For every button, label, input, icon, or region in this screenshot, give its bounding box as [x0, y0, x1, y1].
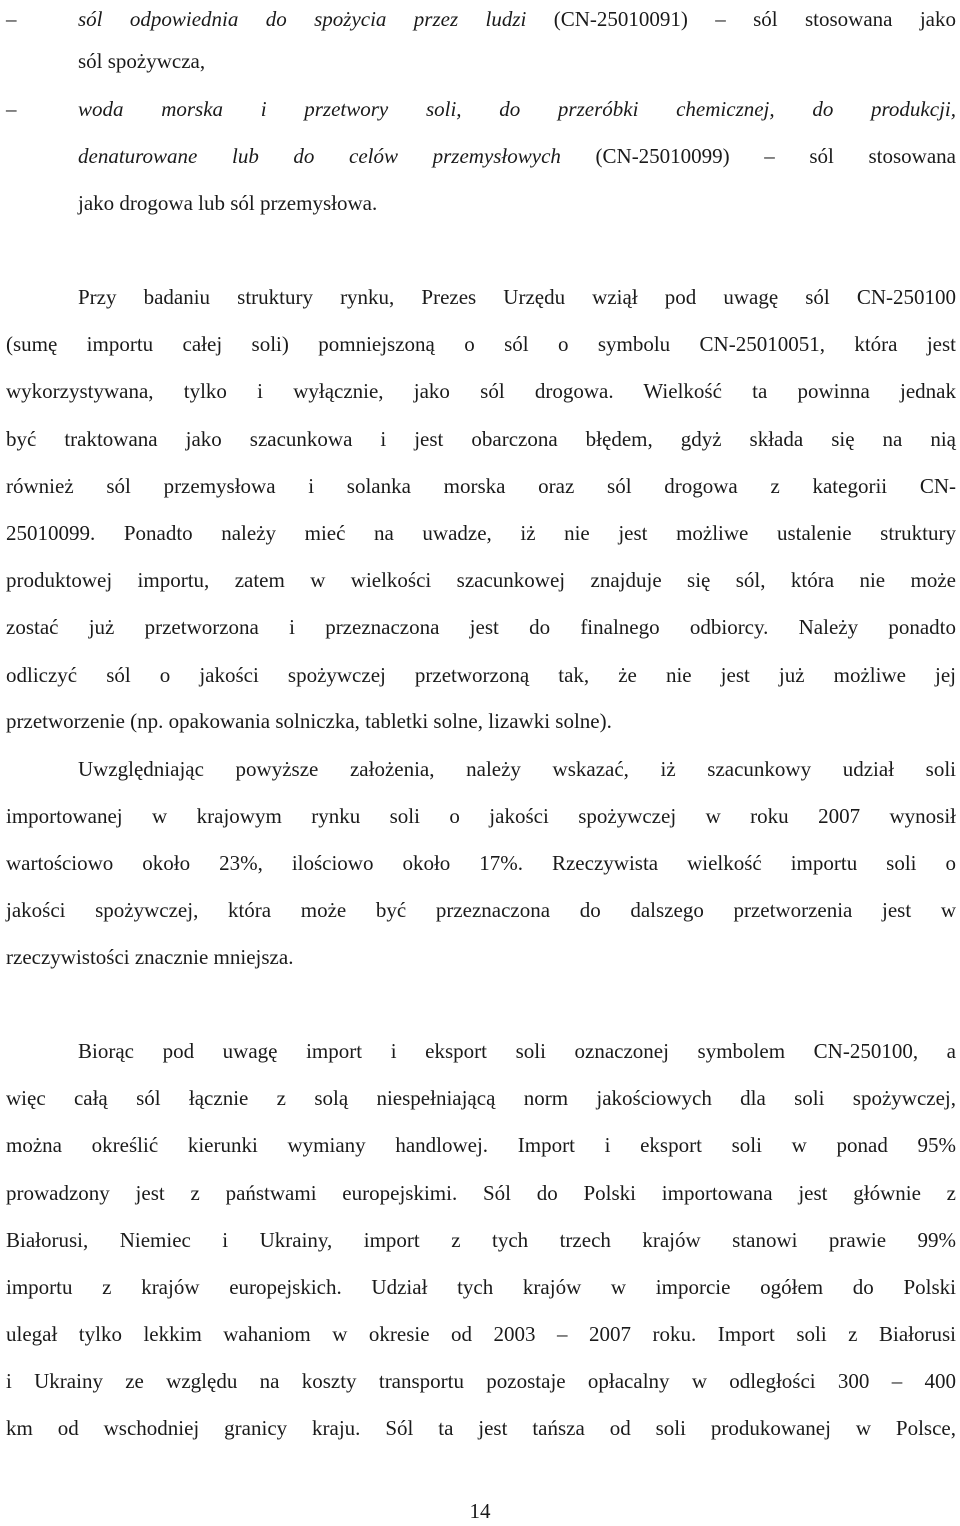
paragraph-line: być traktowana jako szacunkowa i jest obarczona błędem, gdyż składa się na nią [6, 427, 956, 451]
paragraph-line: Przy badaniu struktury rynku, Prezes Urzędu wziął pod uwagę sól CN-250100 [78, 285, 956, 309]
bullet-dash: – [6, 97, 17, 121]
bullet-text: (CN-25010091) – sól stosowana jako [526, 7, 956, 31]
paragraph-line: 25010099. Ponadto należy mieć na uwadze, iż nie jest możliwe ustalenie struktury [6, 521, 956, 545]
paragraph-line: km od wschodniej granicy kraju. Sól ta jest tańsza od soli produkowanej w Polsce, [6, 1416, 956, 1440]
paragraph-line: Biorąc pod uwagę import i eksport soli oznaczonej symbolem CN-250100, a [78, 1039, 956, 1063]
bullet-line [78, 188, 956, 218]
paragraph-line: zostać już przetworzona i przeznaczona jest do finalnego odbiorcy. Należy ponadto [6, 615, 956, 639]
paragraph-line: wykorzystywana, tylko i wyłącznie, jako sól drogowa. Wielkość ta powinna jednak [6, 379, 956, 403]
paragraph-line: rzeczywistości znacznie mniejsza. [6, 945, 294, 969]
bullet-text: jako drogowa lub sól przemysłowa. [78, 191, 378, 215]
paragraph-line: Białorusi, Niemiec i Ukrainy, import z tych trzech krajów stanowi prawie 99% [6, 1228, 956, 1252]
bullet-line [78, 46, 956, 76]
paragraph-line: (sumę importu całej soli) pomniejszoną o sól o symbolu CN-25010051, która jest [6, 332, 956, 356]
bullet-text-italic: sól odpowiednia do spożycia przez ludzi [78, 7, 527, 31]
paragraph-line: Uwzględniając powyższe założenia, należy wskazać, iż szacunkowy udział soli [78, 757, 956, 781]
paragraph-line: ulegał tylko lekkim wahaniom w okresie od 2003 – 2007 roku. Import soli z Białorusi [6, 1322, 956, 1346]
paragraph-line: prowadzony jest z państwami europejskimi. Sól do Polski importowana jest głównie z [6, 1181, 956, 1205]
bullet-text-italic: denaturowane lub do celów przemysłowych [78, 144, 561, 168]
bullet-line [78, 141, 956, 171]
paragraph-line: produktowej importu, zatem w wielkości szacunkowej znajduje się sól, która nie może [6, 568, 956, 592]
paragraph-line: można określić kierunki wymiany handlowej. Import i eksport soli w ponad 95% [6, 1133, 956, 1157]
paragraph-line: importowanej w krajowym rynku soli o jakości spożywczej w roku 2007 wynosił [6, 804, 956, 828]
bullet-text-italic: woda morska i przetwory soli, do przeróbki chemicznej, do produkcji, [78, 97, 956, 121]
document-page [6, 0, 956, 1525]
bullet-text: sól spożywcza, [78, 49, 206, 73]
bullet-text: (CN-25010099) – sól stosowana [560, 144, 956, 168]
paragraph-line: importu z krajów europejskich. Udział tych krajów w imporcie ogółem do Polski [6, 1275, 956, 1299]
paragraph-line: więc całą sól łącznie z solą niespełniającą norm jakościowych dla soli spożywczej, [6, 1086, 956, 1110]
bullet-line [6, 4, 956, 34]
paragraph-line: i Ukrainy ze względu na koszty transportu pozostaje opłacalny w odległości 300 – 400 [6, 1369, 956, 1393]
page-number: 14 [469, 1499, 491, 1523]
paragraph-line: odliczyć sól o jakości spożywczej przetworzoną tak, że nie jest już możliwe jej [6, 663, 956, 687]
paragraph-line: jakości spożywczej, która może być przeznaczona do dalszego przetworzenia jest w [6, 898, 956, 922]
paragraph-line: przetworzenie (np. opakowania solniczka, tabletki solne, lizawki solne). [6, 709, 612, 733]
paragraph-line: wartościowo około 23%, ilościowo około 17%. Rzeczywista wielkość importu soli o [6, 851, 956, 875]
bullet-dash: – [6, 7, 17, 31]
paragraph-line: również sól przemysłowa i solanka morska oraz sól drogowa z kategorii CN- [6, 474, 956, 498]
bullet-line [6, 94, 956, 124]
